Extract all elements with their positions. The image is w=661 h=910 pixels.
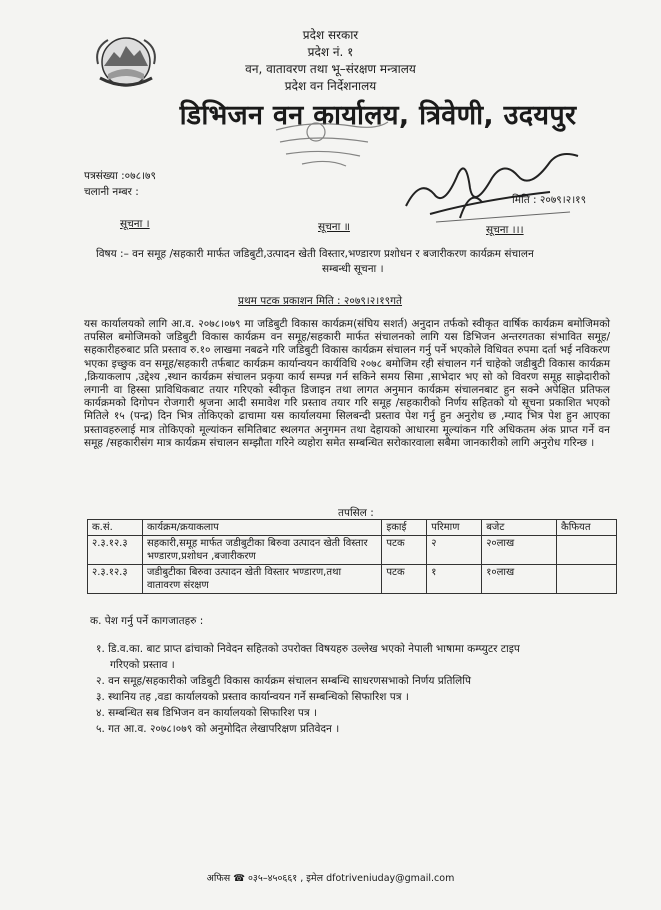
required-documents-list xyxy=(96,642,616,738)
col-header-program: कार्यक्रम/क्रयाकलाप xyxy=(142,520,381,536)
notice-label-3: सूचना ।।। xyxy=(486,224,524,236)
reference-number: पत्रसंख्या :०७८।७९ xyxy=(84,170,156,182)
cell-program: जडीबुटीका बिरुवा उत्पादन खेती विस्तार भण्डारण,तथा वातावरण संरक्षण xyxy=(142,565,381,594)
schedule-caption: तपसिल : xyxy=(338,507,374,519)
notice-label-2: सूचना ॥ xyxy=(318,221,350,233)
header-line-province: प्रदेश नं. १ xyxy=(307,45,354,59)
cell-budget: २०लाख xyxy=(482,536,557,565)
subject-line-2: सम्बन्धी सूचना । xyxy=(322,263,384,275)
office-stamp-icon xyxy=(272,112,392,174)
first-publish-date: प्रथम पटक प्रकाशन मिति : २०७९।२।१९गते xyxy=(238,295,403,307)
cell-remarks xyxy=(557,565,617,594)
col-header-budget: बजेट xyxy=(482,520,557,536)
list-item: ५. गत आ.व. २०७८।०७९ को अनुमोदित लेखापरिक्षण प्रतिवेदन । xyxy=(96,723,340,735)
subject-line-1: विषय :– वन समूह /सहकारी मार्फत जडिबुटी,उत्पादन खेती विस्तार,भण्डारण प्रशोधन र बजारीकरण कार्यक्रम संचालन xyxy=(96,248,534,260)
list-item: ३. स्थानिय तह ,वडा कार्यालयको प्रस्ताव कार्यान्वयन गर्ने सम्बन्धिको सिफारिश पत्र । xyxy=(96,691,409,703)
contact-footer: अफिस ☎ ०३५–४५०६६१ , इमेल dfotriveniuday@gmail.com xyxy=(206,873,455,884)
col-header-quantity: परिमाण xyxy=(427,520,482,536)
program-table xyxy=(87,519,617,594)
header-line-government: प्रदेश सरकार xyxy=(302,28,359,42)
list-item: २. वन समूह/सहकारीको जडिबुटी विकास कार्यक्रम संचालन सम्बन्धि साधरणसभाको निर्णय प्रतिलिपि xyxy=(96,675,471,687)
col-header-remarks: कैफियत xyxy=(557,520,617,536)
cell-program: सहकारी,समूह मार्फत जडीबुटीका बिरुवा उत्पादन खेती विस्तार भण्डारण,प्रशोधन ,बजारीकरण xyxy=(142,536,381,565)
letter-date: मिति : २०७९।२।१९ xyxy=(512,194,587,206)
officer-signature-icon xyxy=(400,148,585,228)
col-header-serial: क.सं. xyxy=(88,520,143,536)
list-item: ४. सम्बन्धित सब डिभिजन वन कार्यालयको सिफारिश पत्र । xyxy=(96,707,318,719)
cell-budget: १०लाख xyxy=(482,565,557,594)
cell-serial: २.३.१२.३ xyxy=(88,565,143,594)
header-line-ministry: वन, वातावरण तथा भू–संरक्षण मन्त्रालय xyxy=(245,62,416,76)
documents-heading: क. पेश गर्नु पर्ने कागजातहरु : xyxy=(90,615,204,627)
list-item: १. डि.व.का. बाट प्राप्त ढांचाको निवेदन सहितको उपरोक्त विषयहरु उल्लेख भएको नेपाली भाषामा कम्प्युटर टाइप xyxy=(96,643,520,655)
col-header-unit: इकाई xyxy=(382,520,427,536)
table-header-row xyxy=(88,520,617,536)
table-row xyxy=(88,536,617,565)
nepal-emblem-icon xyxy=(94,34,158,92)
office-name: डिभिजन वन कार्यालय, त्रिवेणी, उदयपुर xyxy=(179,100,577,131)
cell-quantity: १ xyxy=(427,565,482,594)
table-row xyxy=(88,565,617,594)
list-item: गरिएको प्रस्ताव । xyxy=(110,659,175,671)
cell-remarks xyxy=(557,536,617,565)
cell-unit: पटक xyxy=(382,536,427,565)
cell-serial: २.३.१२.३ xyxy=(88,536,143,565)
header-line-directorate: प्रदेश वन निर्देशनालय xyxy=(284,79,377,93)
cell-quantity: २ xyxy=(427,536,482,565)
notice-body-paragraph: यस कार्यालयको लागि आ.व. २०७८।०७९ मा जडिबुटी विकास कार्यक्रम(संघिय सशर्त) अनुदान तर्फको स्वीकृत वार्षिक कार्यक्रम बमोजिमको तपसिल बमोजिमको जडिबुटी विकास कार्यक्रम वन समूह/सहकारी मार्फत संचालनको लागि यस डिभिजन अन्तरगतका संभावित समूह/सहकारीहरुबाट प्रति प्रस्ताव रु.१० लाखमा नबढने गरि जडिबुटी विकास कार्यक्रम संचालन गर्नु पर्ने भएकोले विधिवत रुपमा दर्ता भई नविकरण भएका इच्छुक वन समूह/सहकारी तर्फबाट कार्यक्रम कार्यान्वयन कार्यविधि २०७८ बमोजिम रही संचालन गर्न चाहेको जडीबुटी विकास कार्यक्रम ,क्रियाकलाप ,उद्देश्य ,स्थान कार्यक्रम संचालन प्रकृया कार्य सम्पन्न गर्न सकिने समय सिमा ,साभेदार भए सो को विवरण समूह साझेदारीको लगानी वा हिस्सा प्राविधिकबाट तयार गरिएको स्वीकृत डिजाइन तथा लागत अनुमान कार्यक्रम संचालनबाट हुन सक्ने अपेक्षित प्रतिफल कार्यक्रमको दिगोपन रोजगारी श्रृजना आदी समावेश गरि प्रस्ताव तयार गरि समूह /सहकारीको निर्णय सहितको यो सूचना प्रकाशित भएको मितिले १५ (पन्द्र) दिन भित्र तोकिएको ढाचामा यस कार्यालयमा सिलबन्दी प्रस्ताव पेश गर्नु हुन अनुरोध छ ,म्याद भित्र पेश हुन आएका प्रस्तावहरुलाई मात्र तोकिएको मूल्यांकन समितिबाट स्थलगत अनुगमन तथा देहायको आधारमा मूल्यांकन गरि अधिकतम अंक प्राप्त गर्ने वन समूह /सहकारीसंग मात्र कार्यक्रम संचालन सम्झौता गरिने व्यहोरा समेत सम्बन्धित सरोकारवाला सबैमा जानकारीको लागि अनुरोध गरिन्छ । xyxy=(84,318,610,449)
notice-label-1: सूचना । xyxy=(120,218,150,230)
dispatch-number: चलानी नम्बर : xyxy=(84,186,139,198)
cell-unit: पटक xyxy=(382,565,427,594)
